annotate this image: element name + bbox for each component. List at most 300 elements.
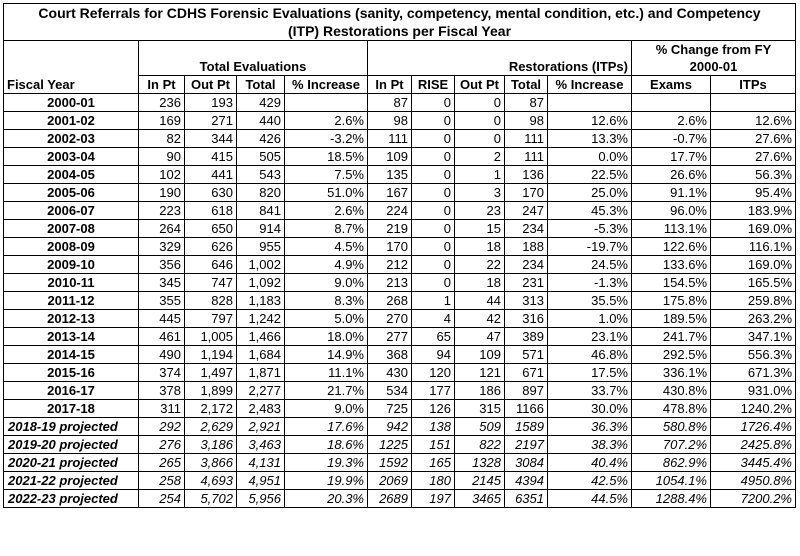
exams-change-cell: 154.5%: [632, 274, 711, 292]
eval-increase-cell: 2.6%: [285, 202, 368, 220]
eval-increase-cell: 8.7%: [285, 220, 368, 238]
rest-out-pt-cell: 2: [455, 148, 505, 166]
eval-out-pt-cell: 2,629: [185, 418, 237, 436]
eval-total-cell: 429: [237, 94, 285, 112]
eval-increase-cell: 21.7%: [285, 382, 368, 400]
eval-total-cell: 2,921: [237, 418, 285, 436]
eval-increase-cell: 11.1%: [285, 364, 368, 382]
rest-total-cell: 389: [505, 328, 548, 346]
itps-change-cell: 7200.2%: [711, 490, 796, 508]
table-row: [4, 382, 796, 400]
table-row: [4, 238, 796, 256]
eval-out-pt-cell: 626: [185, 238, 237, 256]
eval-out-pt-cell: 193: [185, 94, 237, 112]
eval-increase-cell: 51.0%: [285, 184, 368, 202]
itps-change-cell: 3445.4%: [711, 454, 796, 472]
eval-out-pt-cell: 747: [185, 274, 237, 292]
eval-increase-cell: 8.3%: [285, 292, 368, 310]
eval-increase-cell: 18.5%: [285, 148, 368, 166]
rise-cell: 197: [412, 490, 455, 508]
rise-cell: 0: [412, 274, 455, 292]
rest-in-pt-cell: 1225: [368, 436, 412, 454]
table-row: [4, 202, 796, 220]
rest-out-pt-cell: 186: [455, 382, 505, 400]
eval-total-cell: 2,483: [237, 400, 285, 418]
itps-change-cell: 556.3%: [711, 346, 796, 364]
rest-total-cell: 111: [505, 148, 548, 166]
rest-total-cell: 87: [505, 94, 548, 112]
rest-in-pt-cell: 170: [368, 238, 412, 256]
title-row-1: [4, 4, 796, 23]
rest-out-pt-cell: 1328: [455, 454, 505, 472]
eval-in-pt-cell: 461: [139, 328, 185, 346]
eval-out-pt-cell: 415: [185, 148, 237, 166]
eval-in-pt-cell: 292: [139, 418, 185, 436]
eval-total-cell: 4,131: [237, 454, 285, 472]
eval-total-cell: 1,242: [237, 310, 285, 328]
rest-out-pt-cell: 822: [455, 436, 505, 454]
eval-total-cell: 1,183: [237, 292, 285, 310]
rest-increase-cell: 35.5%: [548, 292, 632, 310]
rest-increase-cell: 25.0%: [548, 184, 632, 202]
eval-in-pt-cell: 169: [139, 112, 185, 130]
col-header-exams: Exams: [632, 76, 711, 94]
exams-change-cell: 707.2%: [632, 436, 711, 454]
eval-in-pt-cell: 82: [139, 130, 185, 148]
rest-in-pt-cell: 277: [368, 328, 412, 346]
eval-in-pt-cell: 445: [139, 310, 185, 328]
itps-change-cell: 183.9%: [711, 202, 796, 220]
rest-increase-cell: 45.3%: [548, 202, 632, 220]
exams-change-cell: 430.8%: [632, 382, 711, 400]
rest-in-pt-cell: 268: [368, 292, 412, 310]
eval-out-pt-cell: 3,186: [185, 436, 237, 454]
exams-change-cell: 175.8%: [632, 292, 711, 310]
exams-change-cell: 122.6%: [632, 238, 711, 256]
fiscal-year-cell: 2003-04: [4, 148, 139, 166]
eval-total-cell: 1,871: [237, 364, 285, 382]
eval-total-cell: 543: [237, 166, 285, 184]
fiscal-year-cell: 2010-11: [4, 274, 139, 292]
rest-in-pt-cell: 98: [368, 112, 412, 130]
table-row: [4, 472, 796, 490]
eval-in-pt-cell: 345: [139, 274, 185, 292]
rest-in-pt-cell: 2069: [368, 472, 412, 490]
eval-in-pt-cell: 374: [139, 364, 185, 382]
rest-increase-cell: 23.1%: [548, 328, 632, 346]
eval-total-cell: 1,466: [237, 328, 285, 346]
itps-change-cell: 165.5%: [711, 274, 796, 292]
eval-total-cell: 1,002: [237, 256, 285, 274]
exams-change-cell: 336.1%: [632, 364, 711, 382]
rest-increase-cell: 13.3%: [548, 130, 632, 148]
fiscal-year-cell: 2016-17: [4, 382, 139, 400]
rest-total-cell: 571: [505, 346, 548, 364]
fiscal-year-cell: 2014-15: [4, 346, 139, 364]
fiscal-year-cell: 2017-18: [4, 400, 139, 418]
rest-total-cell: 234: [505, 220, 548, 238]
rest-increase-cell: 17.5%: [548, 364, 632, 382]
rise-cell: 0: [412, 94, 455, 112]
eval-increase-cell: 9.0%: [285, 400, 368, 418]
rest-total-cell: 136: [505, 166, 548, 184]
eval-increase-cell: [285, 94, 368, 112]
rest-out-pt-cell: 3: [455, 184, 505, 202]
rise-cell: 120: [412, 364, 455, 382]
eval-in-pt-cell: 378: [139, 382, 185, 400]
rest-in-pt-cell: 213: [368, 274, 412, 292]
exams-change-cell: 133.6%: [632, 256, 711, 274]
itps-change-cell: 2425.8%: [711, 436, 796, 454]
rest-total-cell: 98: [505, 112, 548, 130]
eval-total-cell: 3,463: [237, 436, 285, 454]
rise-cell: 0: [412, 112, 455, 130]
rise-cell: 4: [412, 310, 455, 328]
rest-increase-cell: 46.8%: [548, 346, 632, 364]
rise-cell: 151: [412, 436, 455, 454]
eval-out-pt-cell: 797: [185, 310, 237, 328]
rise-cell: 177: [412, 382, 455, 400]
rest-increase-cell: 1.0%: [548, 310, 632, 328]
itps-change-cell: 116.1%: [711, 238, 796, 256]
exams-change-cell: 580.8%: [632, 418, 711, 436]
table-row: [4, 310, 796, 328]
table-row: [4, 166, 796, 184]
group-header-row-1: [4, 41, 796, 59]
fiscal-year-cell: 2020-21 projected: [4, 454, 139, 472]
fiscal-year-cell: 2007-08: [4, 220, 139, 238]
rise-cell: 138: [412, 418, 455, 436]
itps-change-cell: 1726.4%: [711, 418, 796, 436]
rest-increase-cell: -19.7%: [548, 238, 632, 256]
rise-cell: 65: [412, 328, 455, 346]
rest-out-pt-cell: 18: [455, 238, 505, 256]
fiscal-year-cell: 2015-16: [4, 364, 139, 382]
eval-increase-cell: 18.6%: [285, 436, 368, 454]
exams-change-cell: 113.1%: [632, 220, 711, 238]
rest-out-pt-cell: 23: [455, 202, 505, 220]
fiscal-year-cell: 2018-19 projected: [4, 418, 139, 436]
eval-increase-cell: 20.3%: [285, 490, 368, 508]
exams-change-cell: 241.7%: [632, 328, 711, 346]
rest-total-cell: 4394: [505, 472, 548, 490]
eval-increase-cell: 19.9%: [285, 472, 368, 490]
eval-out-pt-cell: 344: [185, 130, 237, 148]
rest-increase-cell: 44.5%: [548, 490, 632, 508]
eval-in-pt-cell: 254: [139, 490, 185, 508]
eval-increase-cell: 2.6%: [285, 112, 368, 130]
rise-cell: 0: [412, 202, 455, 220]
table-row: [4, 346, 796, 364]
col-header-eval-total: Total: [237, 76, 285, 94]
rest-out-pt-cell: 22: [455, 256, 505, 274]
eval-total-cell: 2,277: [237, 382, 285, 400]
eval-in-pt-cell: 90: [139, 148, 185, 166]
table-row: [4, 220, 796, 238]
fiscal-year-cell: 2021-22 projected: [4, 472, 139, 490]
table-row: [4, 274, 796, 292]
table-row: [4, 94, 796, 112]
eval-in-pt-cell: 355: [139, 292, 185, 310]
rest-in-pt-cell: 1592: [368, 454, 412, 472]
eval-total-cell: 841: [237, 202, 285, 220]
eval-out-pt-cell: 1,497: [185, 364, 237, 382]
fiscal-year-cell: 2005-06: [4, 184, 139, 202]
eval-increase-cell: 9.0%: [285, 274, 368, 292]
fiscal-year-cell: 2019-20 projected: [4, 436, 139, 454]
fiscal-year-cell: 2002-03: [4, 130, 139, 148]
exams-change-cell: -0.7%: [632, 130, 711, 148]
eval-total-cell: 1,684: [237, 346, 285, 364]
table-row: [4, 148, 796, 166]
rest-total-cell: 1166: [505, 400, 548, 418]
rest-total-cell: 188: [505, 238, 548, 256]
exams-change-cell: 292.5%: [632, 346, 711, 364]
fiscal-year-cell: 2012-13: [4, 310, 139, 328]
rest-total-cell: 170: [505, 184, 548, 202]
rest-in-pt-cell: 111: [368, 130, 412, 148]
table-row: [4, 400, 796, 418]
itps-change-cell: 4950.8%: [711, 472, 796, 490]
rest-increase-cell: 42.5%: [548, 472, 632, 490]
spreadsheet: [3, 3, 795, 508]
eval-in-pt-cell: 329: [139, 238, 185, 256]
table-row: [4, 256, 796, 274]
rest-increase-cell: 22.5%: [548, 166, 632, 184]
rest-out-pt-cell: 0: [455, 130, 505, 148]
eval-total-cell: 440: [237, 112, 285, 130]
group-change-line-2: 2000-01: [632, 58, 796, 76]
col-header-fiscal-year: Fiscal Year: [4, 76, 139, 94]
rest-total-cell: 313: [505, 292, 548, 310]
eval-increase-cell: 4.9%: [285, 256, 368, 274]
eval-increase-cell: 18.0%: [285, 328, 368, 346]
rest-total-cell: 897: [505, 382, 548, 400]
rest-in-pt-cell: 368: [368, 346, 412, 364]
itps-change-cell: 671.3%: [711, 364, 796, 382]
rest-increase-cell: 0.0%: [548, 148, 632, 166]
fiscal-year-cell: 2011-12: [4, 292, 139, 310]
rest-total-cell: 234: [505, 256, 548, 274]
table-row: [4, 454, 796, 472]
eval-out-pt-cell: 646: [185, 256, 237, 274]
table-row: [4, 130, 796, 148]
rest-total-cell: 111: [505, 130, 548, 148]
eval-out-pt-cell: 1,899: [185, 382, 237, 400]
col-header-eval-in-pt: In Pt: [139, 76, 185, 94]
rest-increase-cell: -5.3%: [548, 220, 632, 238]
eval-out-pt-cell: 1,005: [185, 328, 237, 346]
group-total-evaluations: Total Evaluations: [139, 41, 368, 76]
eval-increase-cell: 17.6%: [285, 418, 368, 436]
rest-out-pt-cell: 121: [455, 364, 505, 382]
exams-change-cell: 862.9%: [632, 454, 711, 472]
table-title-line-1: Court Referrals for CDHS Forensic Evaluations (sanity, competency, mental condition, etc.) and Competency: [4, 4, 796, 23]
eval-out-pt-cell: 650: [185, 220, 237, 238]
rest-out-pt-cell: 0: [455, 112, 505, 130]
rest-total-cell: 316: [505, 310, 548, 328]
rest-in-pt-cell: 109: [368, 148, 412, 166]
rest-in-pt-cell: 219: [368, 220, 412, 238]
eval-in-pt-cell: 356: [139, 256, 185, 274]
rest-increase-cell: 38.3%: [548, 436, 632, 454]
rest-out-pt-cell: 2145: [455, 472, 505, 490]
col-header-eval-out-pt: Out Pt: [185, 76, 237, 94]
itps-change-cell: 263.2%: [711, 310, 796, 328]
itps-change-cell: 259.8%: [711, 292, 796, 310]
eval-out-pt-cell: 1,194: [185, 346, 237, 364]
column-header-row: [4, 76, 796, 94]
itps-change-cell: 12.6%: [711, 112, 796, 130]
col-header-rest-in-pt: In Pt: [368, 76, 412, 94]
rest-out-pt-cell: 315: [455, 400, 505, 418]
rise-cell: 94: [412, 346, 455, 364]
eval-increase-cell: 14.9%: [285, 346, 368, 364]
rest-increase-cell: 36.3%: [548, 418, 632, 436]
itps-change-cell: 347.1%: [711, 328, 796, 346]
eval-total-cell: 955: [237, 238, 285, 256]
rest-in-pt-cell: 212: [368, 256, 412, 274]
rest-in-pt-cell: 270: [368, 310, 412, 328]
fiscal-year-cell: 2004-05: [4, 166, 139, 184]
rise-cell: 165: [412, 454, 455, 472]
rest-increase-cell: [548, 94, 632, 112]
eval-out-pt-cell: 441: [185, 166, 237, 184]
eval-in-pt-cell: 265: [139, 454, 185, 472]
eval-out-pt-cell: 271: [185, 112, 237, 130]
rest-increase-cell: 40.4%: [548, 454, 632, 472]
rise-cell: 0: [412, 148, 455, 166]
fiscal-year-cell: 2001-02: [4, 112, 139, 130]
rest-in-pt-cell: 534: [368, 382, 412, 400]
eval-in-pt-cell: 190: [139, 184, 185, 202]
eval-total-cell: 820: [237, 184, 285, 202]
exams-change-cell: 91.1%: [632, 184, 711, 202]
col-header-rest-total: Total: [505, 76, 548, 94]
eval-increase-cell: 19.3%: [285, 454, 368, 472]
exams-change-cell: 478.8%: [632, 400, 711, 418]
rest-in-pt-cell: 87: [368, 94, 412, 112]
table-row: [4, 112, 796, 130]
rest-total-cell: 247: [505, 202, 548, 220]
eval-out-pt-cell: 828: [185, 292, 237, 310]
rise-cell: 0: [412, 130, 455, 148]
rise-cell: 0: [412, 238, 455, 256]
col-header-rise: RISE: [412, 76, 455, 94]
rest-out-pt-cell: 15: [455, 220, 505, 238]
table-row: [4, 292, 796, 310]
col-header-rest-increase: % Increase: [548, 76, 632, 94]
itps-change-cell: 1240.2%: [711, 400, 796, 418]
rest-total-cell: 1589: [505, 418, 548, 436]
eval-in-pt-cell: 236: [139, 94, 185, 112]
itps-change-cell: 27.6%: [711, 148, 796, 166]
rise-cell: 0: [412, 256, 455, 274]
itps-change-cell: 56.3%: [711, 166, 796, 184]
empty-header-cell: [4, 41, 139, 59]
exams-change-cell: 26.6%: [632, 166, 711, 184]
eval-in-pt-cell: 102: [139, 166, 185, 184]
exams-change-cell: 17.7%: [632, 148, 711, 166]
rest-out-pt-cell: 44: [455, 292, 505, 310]
exams-change-cell: 1288.4%: [632, 490, 711, 508]
fiscal-year-cell: 2013-14: [4, 328, 139, 346]
rise-cell: 126: [412, 400, 455, 418]
table-title-line-2: (ITP) Restorations per Fiscal Year: [4, 22, 796, 41]
eval-total-cell: 426: [237, 130, 285, 148]
eval-in-pt-cell: 276: [139, 436, 185, 454]
col-header-eval-increase: % Increase: [285, 76, 368, 94]
eval-in-pt-cell: 311: [139, 400, 185, 418]
eval-out-pt-cell: 618: [185, 202, 237, 220]
rest-increase-cell: 12.6%: [548, 112, 632, 130]
rest-out-pt-cell: 109: [455, 346, 505, 364]
exams-change-cell: [632, 94, 711, 112]
group-restorations: Restorations (ITPs): [368, 41, 632, 76]
fiscal-year-cell: 2022-23 projected: [4, 490, 139, 508]
table-row: [4, 418, 796, 436]
table-row: [4, 436, 796, 454]
fiscal-year-cell: 2006-07: [4, 202, 139, 220]
title-row-2: [4, 22, 796, 41]
rest-in-pt-cell: 725: [368, 400, 412, 418]
exams-change-cell: 96.0%: [632, 202, 711, 220]
referrals-table: [3, 3, 796, 508]
table-row: [4, 328, 796, 346]
itps-change-cell: 931.0%: [711, 382, 796, 400]
exams-change-cell: 1054.1%: [632, 472, 711, 490]
table-row: [4, 364, 796, 382]
eval-out-pt-cell: 2,172: [185, 400, 237, 418]
exams-change-cell: 189.5%: [632, 310, 711, 328]
rise-cell: 1: [412, 292, 455, 310]
fiscal-year-cell: 2000-01: [4, 94, 139, 112]
rest-total-cell: 2197: [505, 436, 548, 454]
rest-increase-cell: 24.5%: [548, 256, 632, 274]
eval-in-pt-cell: 490: [139, 346, 185, 364]
col-header-rest-out-pt: Out Pt: [455, 76, 505, 94]
rest-out-pt-cell: 47: [455, 328, 505, 346]
eval-increase-cell: 7.5%: [285, 166, 368, 184]
rise-cell: 0: [412, 166, 455, 184]
eval-in-pt-cell: 264: [139, 220, 185, 238]
rest-total-cell: 6351: [505, 490, 548, 508]
eval-increase-cell: 4.5%: [285, 238, 368, 256]
eval-out-pt-cell: 4,693: [185, 472, 237, 490]
table-row: [4, 490, 796, 508]
rest-in-pt-cell: 224: [368, 202, 412, 220]
eval-out-pt-cell: 5,702: [185, 490, 237, 508]
fiscal-year-cell: 2008-09: [4, 238, 139, 256]
rest-in-pt-cell: 2689: [368, 490, 412, 508]
rest-in-pt-cell: 430: [368, 364, 412, 382]
eval-out-pt-cell: 3,866: [185, 454, 237, 472]
rest-out-pt-cell: 1: [455, 166, 505, 184]
itps-change-cell: 95.4%: [711, 184, 796, 202]
eval-increase-cell: -3.2%: [285, 130, 368, 148]
group-change-line-1: % Change from FY: [632, 41, 796, 59]
exams-change-cell: 2.6%: [632, 112, 711, 130]
eval-in-pt-cell: 258: [139, 472, 185, 490]
eval-out-pt-cell: 630: [185, 184, 237, 202]
rest-out-pt-cell: 42: [455, 310, 505, 328]
table-row: [4, 184, 796, 202]
eval-total-cell: 4,951: [237, 472, 285, 490]
rise-cell: 0: [412, 184, 455, 202]
rest-in-pt-cell: 167: [368, 184, 412, 202]
empty-header-cell: [4, 58, 139, 76]
itps-change-cell: 27.6%: [711, 130, 796, 148]
